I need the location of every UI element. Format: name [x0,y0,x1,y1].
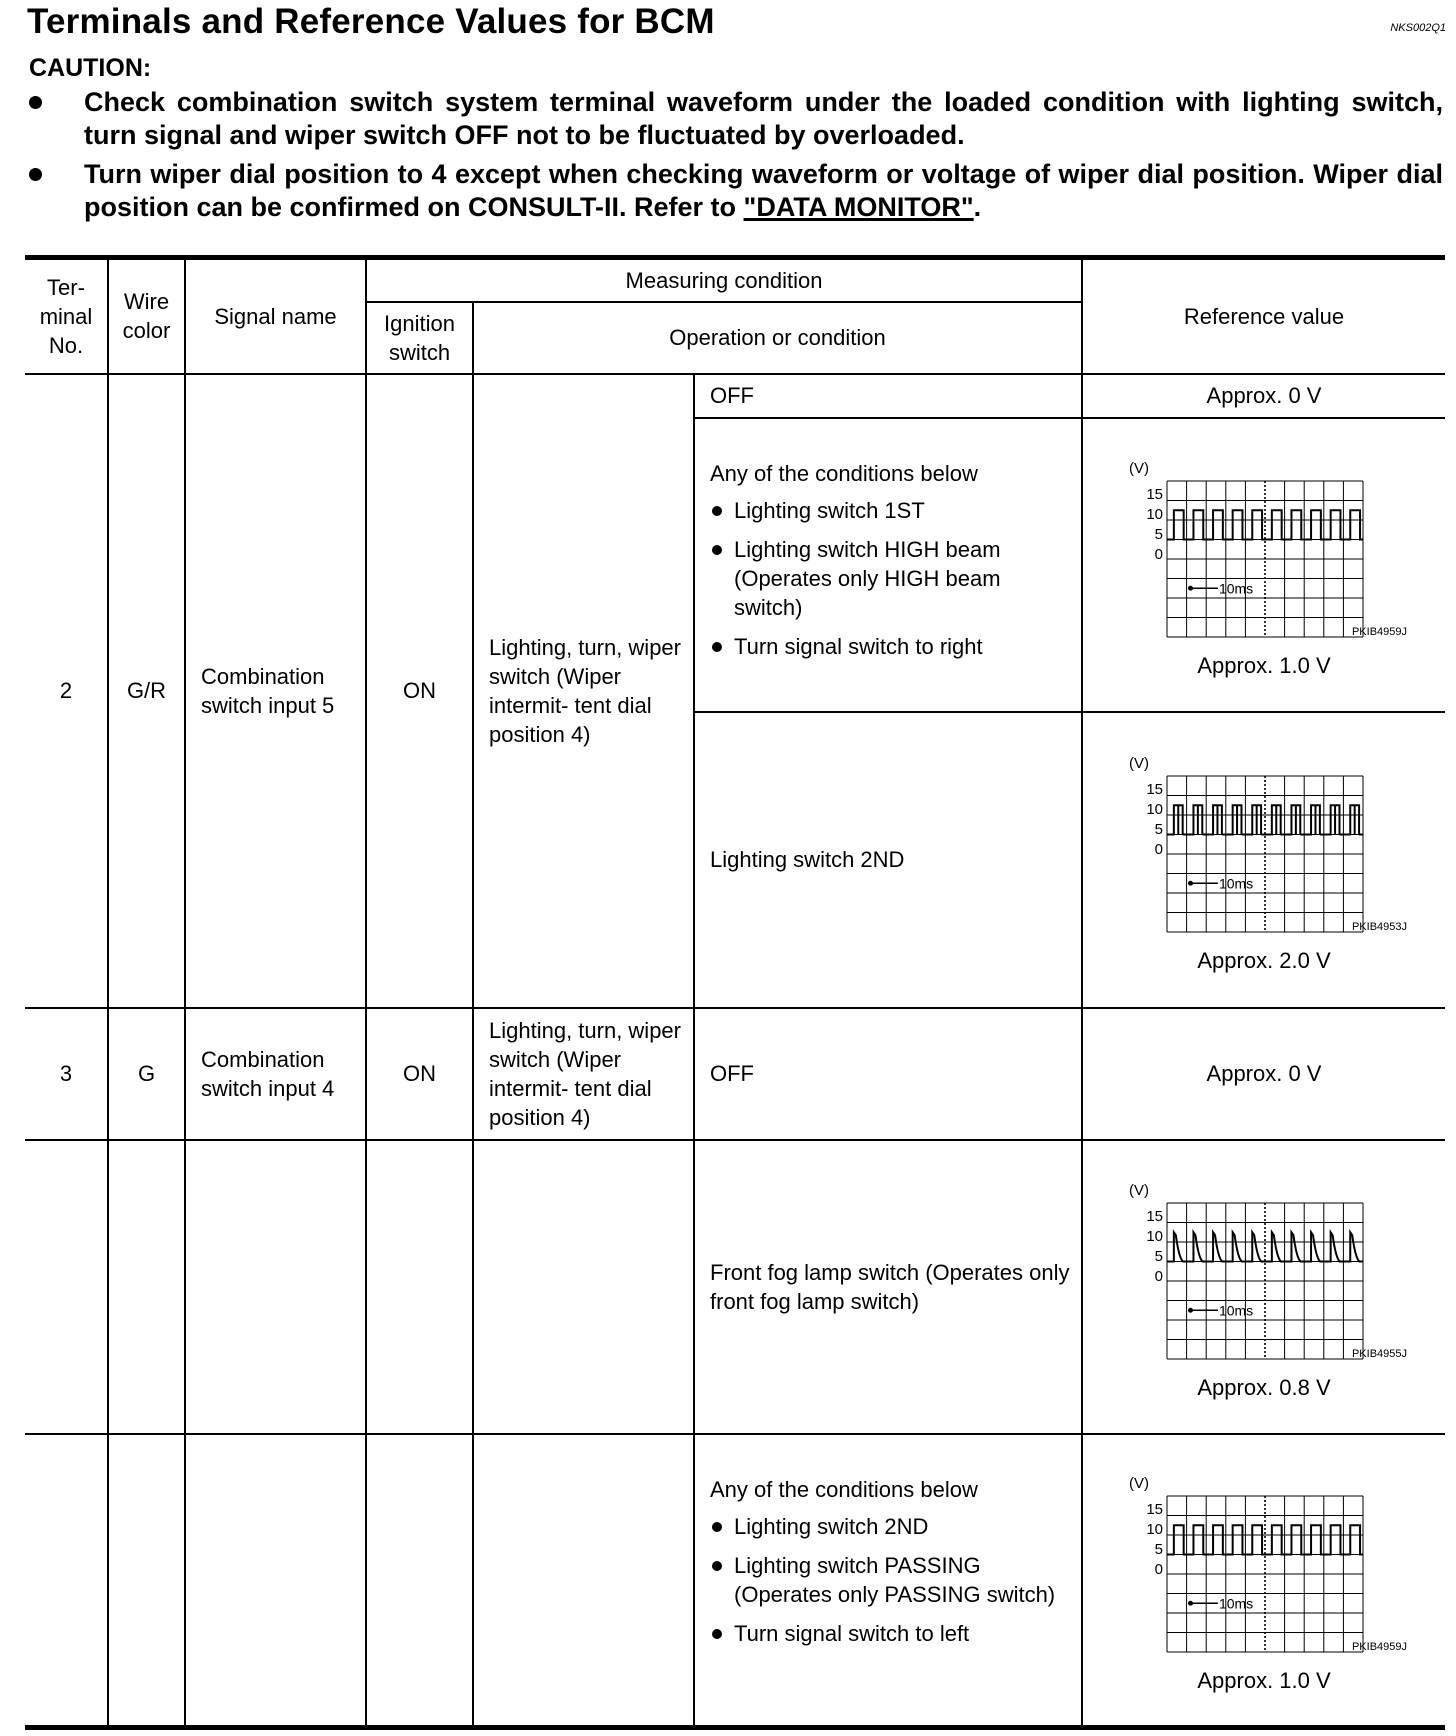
time-scale-dot [1188,586,1193,591]
cell-ignition: ON [366,1008,473,1140]
cell-empty [108,1140,185,1434]
condition-item: Lighting switch PASSING (Operates only PASSING switch) [710,1551,1075,1609]
time-scale-label: 10ms [1218,1302,1254,1319]
waveform-figure [1119,744,1409,944]
y-tick-label: 5 [1154,821,1164,838]
caution-text: Turn wiper dial position to 4 except when checking waveform or voltage of wiper dial position. Wiper dial position can be confirmed on CONSULT-II. Refer to [84,159,1443,222]
y-tick-label: 5 [1154,1248,1164,1265]
cell-condition: Lighting switch 2ND [694,712,1082,1008]
caution-text-end: . [973,192,982,222]
header-measuring-condition: Measuring condition [366,258,1082,302]
header-ignition-switch: Ignition switch [366,302,473,374]
time-scale-label: 10ms [1218,875,1254,892]
reference-approx: Approx. 1.0 V [1197,653,1331,678]
y-tick-label: 10 [1146,1228,1164,1245]
y-tick-label: 15 [1146,781,1164,798]
table-row [25,374,1445,418]
table-row [25,1434,1445,1728]
condition-intro: Any of the conditions below [710,1476,978,1502]
cell-condition: OFF [694,374,1082,418]
bullet-icon [29,168,42,181]
y-tick-label: 10 [1146,801,1164,818]
waveform-figure [1119,1464,1409,1664]
y-tick-label: 5 [1154,1541,1164,1559]
header-operation: Operation or condition [473,302,1082,374]
waveform-code: PKIB4955J [1351,1348,1408,1360]
bullet-icon [29,96,42,109]
cell-terminal: 2 [25,374,108,1008]
table-row [25,1008,1445,1140]
cell-reference: Approx. 0 V [1082,1008,1445,1140]
y-tick-label: 10 [1146,506,1164,523]
waveform-code: PKIB4953J [1351,921,1408,933]
cell-empty [25,1434,108,1728]
y-tick-label: 10 [1146,1521,1164,1539]
time-scale-dot [1188,1601,1193,1606]
reference-approx: Approx. 2.0 V [1197,948,1331,973]
table-row [25,1140,1445,1434]
axis-unit: (V) [1129,755,1150,772]
time-scale-dot [1188,1308,1193,1313]
cell-empty [473,1434,694,1728]
cell-empty [473,1140,694,1434]
cell-condition [694,418,1082,712]
axis-unit: (V) [1129,1475,1150,1493]
time-scale-dot [1188,881,1193,886]
y-tick-label: 0 [1154,1268,1164,1285]
condition-list [710,1512,1075,1648]
header-signal-name: Signal name [185,258,366,374]
reference-approx: Approx. 1.0 V [1197,1668,1331,1694]
y-tick-label: 0 [1154,841,1164,858]
condition-item: Lighting switch HIGH beam (Operates only HIGH beam switch) [710,535,1075,622]
cell-empty [366,1140,473,1434]
cell-empty [185,1434,366,1728]
cell-empty [108,1434,185,1728]
condition-list [710,496,1075,661]
cell-wire-color: G/R [108,374,185,1008]
cell-reference [1082,712,1445,1008]
caution-label: CAUTION: [29,54,152,82]
time-scale-label: 10ms [1218,1595,1254,1612]
cell-condition [694,1434,1082,1728]
condition-intro: Any of the conditions below [710,460,978,486]
cell-wire-color: G [108,1008,185,1140]
cell-signal-name: Combination switch input 4 [185,1008,366,1140]
cell-condition: Front fog lamp switch (Operates only front fog lamp switch) [694,1140,1082,1434]
y-tick-label: 15 [1146,486,1164,503]
cell-switch-desc: Lighting, turn, wiper switch (Wiper intermit- tent dial position 4) [473,374,694,1008]
cell-condition: OFF [694,1008,1082,1140]
header-reference-value: Reference value [1082,258,1445,374]
cell-ignition: ON [366,374,473,1008]
cell-terminal: 3 [25,1008,108,1140]
waveform-code: PKIB4959J [1351,1641,1408,1654]
caution-item [29,158,1443,224]
axis-unit: (V) [1129,460,1150,477]
terminal-reference-table [25,255,1445,1730]
cell-reference [1082,418,1445,712]
cell-switch-desc: Lighting, turn, wiper switch (Wiper intermit- tent dial position 4) [473,1008,694,1140]
waveform-figure [1119,449,1409,649]
axis-unit: (V) [1129,1182,1150,1199]
cell-empty [185,1140,366,1434]
condition-item: Lighting switch 1ST [710,496,1075,525]
waveform-figure [1119,1171,1409,1371]
document-code: NKS002Q1 [1390,22,1446,34]
y-tick-label: 0 [1154,1561,1164,1579]
y-tick-label: 15 [1146,1501,1164,1519]
caution-item [29,86,1443,152]
cell-reference [1082,1434,1445,1728]
cell-reference: Approx. 0 V [1082,374,1445,418]
cell-reference [1082,1140,1445,1434]
cell-signal-name: Combination switch input 5 [185,374,366,1008]
header-terminal: Ter- minal No. [25,258,108,374]
condition-item: Lighting switch 2ND [710,1512,1075,1541]
cell-empty [366,1434,473,1728]
waveform-code: PKIB4959J [1351,626,1408,638]
data-monitor-link[interactable]: "DATA MONITOR" [743,192,974,222]
condition-item: Turn signal switch to right [710,632,1075,661]
reference-approx: Approx. 0.8 V [1197,1375,1331,1400]
condition-item: Turn signal switch to left [710,1619,1075,1648]
header-wire-color: Wire color [108,258,185,374]
cell-empty [25,1140,108,1434]
page-title: Terminals and Reference Values for BCM [27,2,715,41]
y-tick-label: 15 [1146,1208,1164,1225]
caution-text: Check combination switch system terminal waveform under the loaded condition with lighting switch, turn signal and wiper switch OFF not to be fluctuated by overloaded. [84,87,1443,150]
time-scale-label: 10ms [1218,580,1254,597]
caution-list [29,86,1443,230]
y-tick-label: 0 [1154,546,1164,563]
y-tick-label: 5 [1154,526,1164,543]
